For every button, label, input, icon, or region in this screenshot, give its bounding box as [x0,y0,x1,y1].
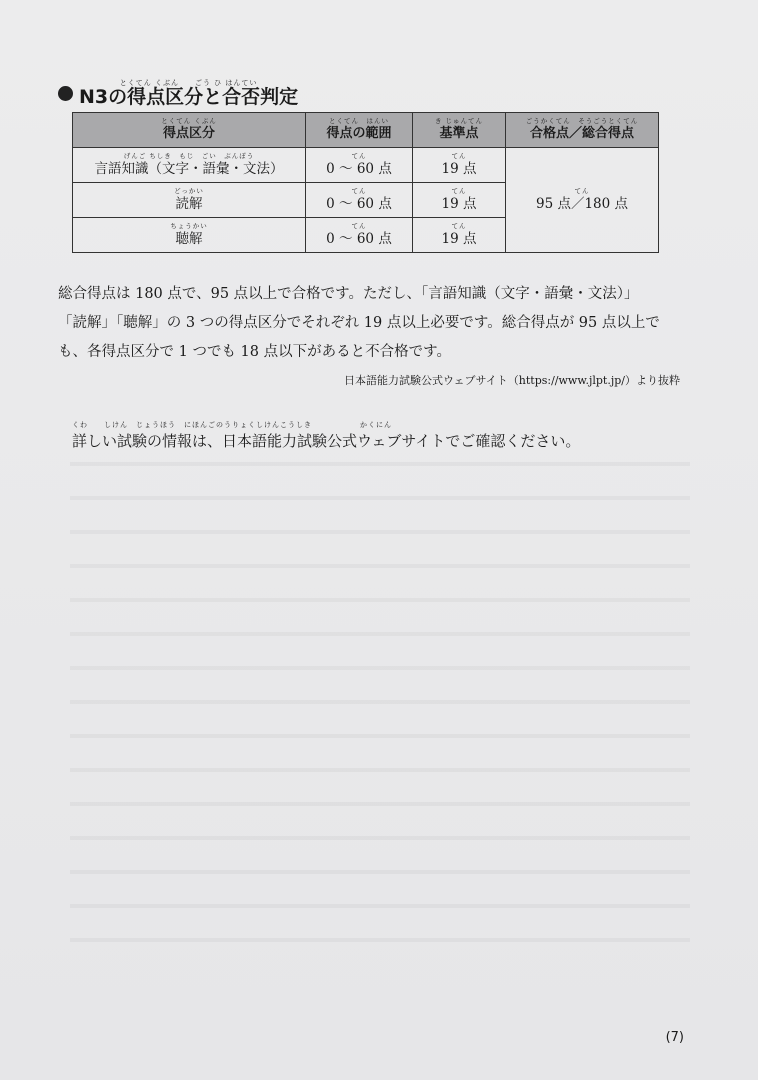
header-range: とくてん はんい 得点の範囲 [306,113,413,148]
header-section: とくてん くぶん 得点区分 [73,113,306,148]
heading-ruby: とくてん くぶん ごう ひ はんてい [119,78,258,87]
row-base: てん 19 点 [413,218,506,253]
table-row [73,148,659,183]
paragraph-line: も、各得点区分で 1 つでも 18 点以下があると不合格です。 [58,344,451,360]
note-ruby: くわ しけん じょうほう にほんごのうりょくしけんこうしき かくにん [72,421,392,429]
row-base: てん 19 点 [413,148,506,183]
header-pass: ごうかくてん そうごうとくてん 合格点／総合得点 [506,113,659,148]
paragraph-line: 総合得点は 180 点で、95 点以上で合格です。ただし、「言語知識（文字・語彙・文法）」 [58,286,639,302]
row-base: てん 19 点 [413,183,506,218]
header-base: き じゅんてん 基準点 [413,113,506,148]
page-number: (7) [665,1030,684,1045]
row-section: どっかい 読解 [73,183,306,218]
row-section: ちょうかい 聴解 [73,218,306,253]
note-text: 詳しい試験の情報は、日本語能力試験公式ウェブサイトでご確認ください。 [72,432,581,450]
pass-total-cell: てん 95 点／180 点 [506,148,659,253]
section-heading [58,78,298,108]
source-citation: 日本語能力試験公式ウェブサイト（https://www.jlpt.jp/）より抜粋 [343,374,680,387]
row-range: てん 0 ～ 60 点 [306,148,413,183]
paragraph-line: 「読解」「聴解」の 3 つの得点区分でそれぞれ 19 点以上必要です。総合得点が 95 点以上で [58,315,660,331]
bullet-icon [58,86,73,101]
row-range: てん 0 ～ 60 点 [306,218,413,253]
row-range: てん 0 ～ 60 点 [306,183,413,218]
table-header-row [73,113,659,148]
row-section: げんご ちしき もじ ごい ぶんぽう 言語知識（文字・語彙・文法） [73,148,306,183]
score-table [72,112,659,253]
heading-text: N3の得点区分と合否判定 [79,85,299,108]
show-through-texture [70,440,690,960]
body-paragraph [58,280,682,367]
